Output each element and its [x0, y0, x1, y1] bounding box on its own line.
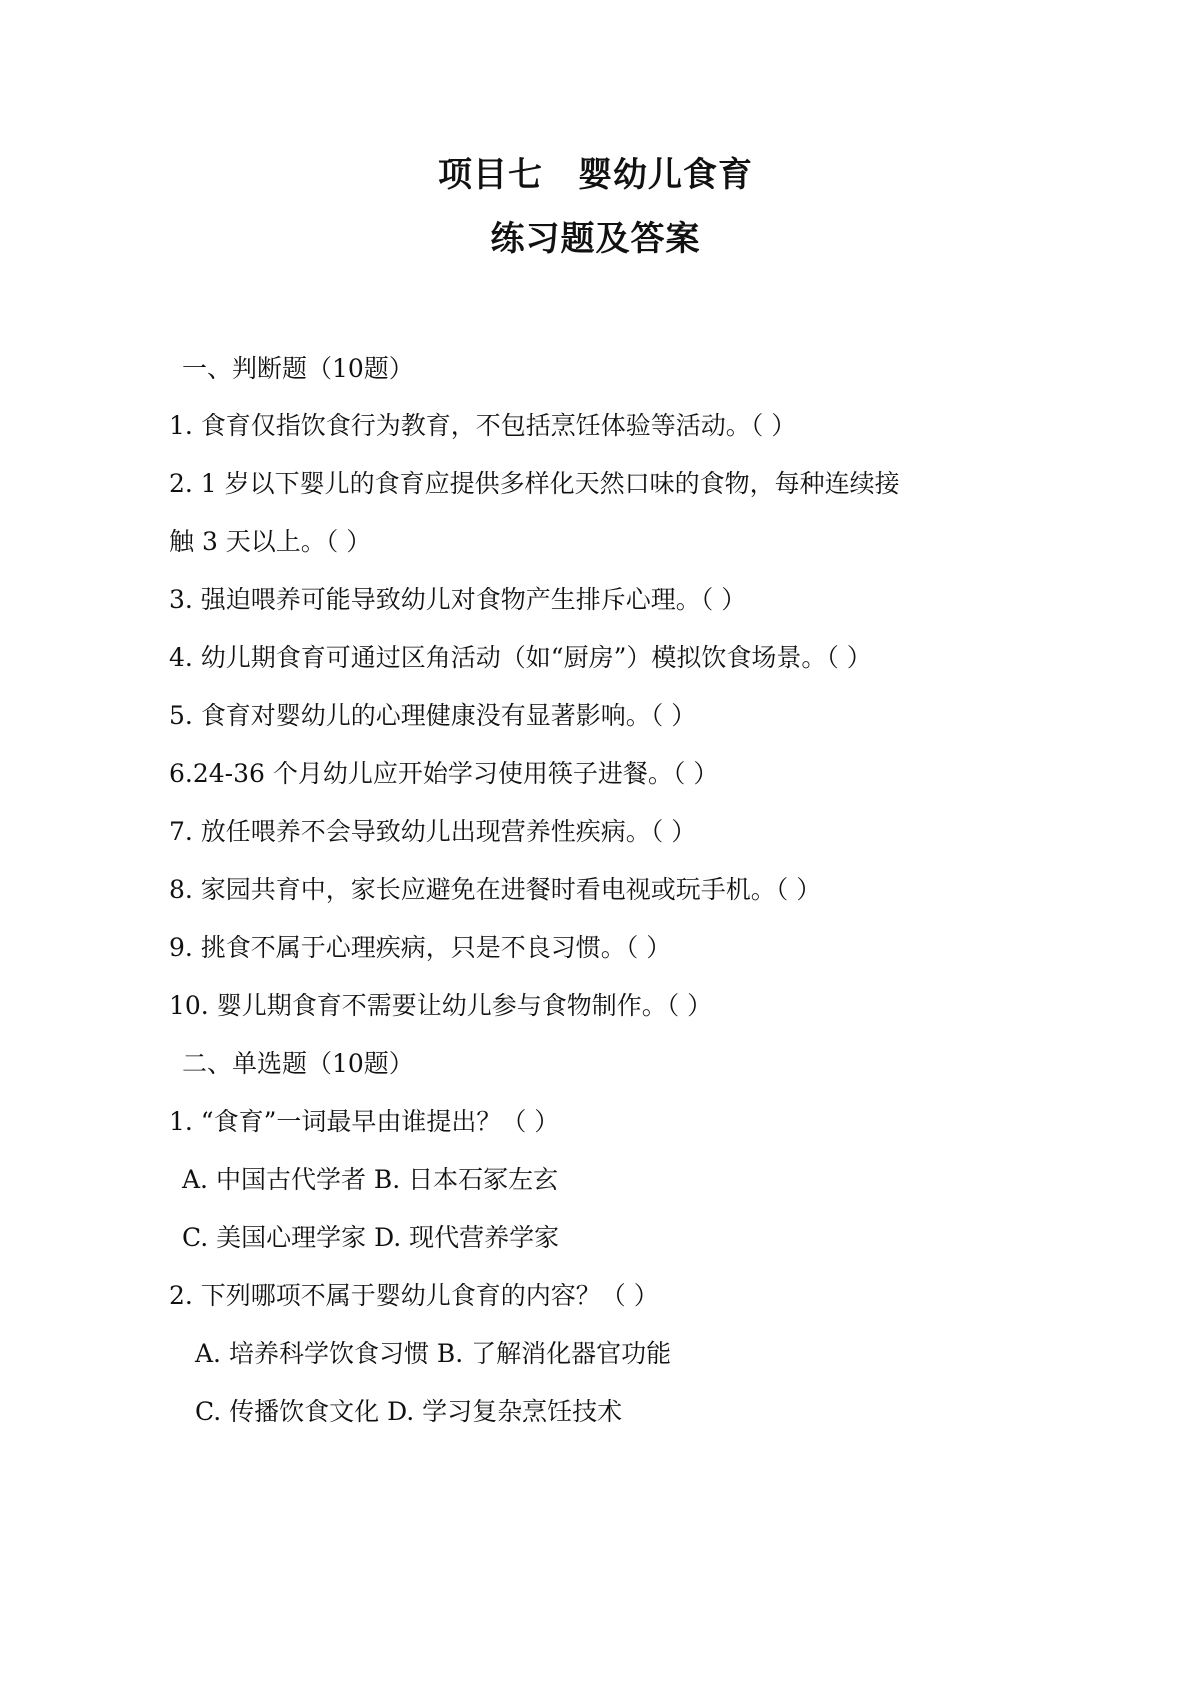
question-item-continuation: 触 3 天以上。（ ） [169, 527, 372, 556]
mcq-stem: 2. 下列哪项不属于婴幼儿食育的内容？（ ） [169, 1281, 659, 1310]
question-item: 4. 幼儿期食育可通过区角活动（如“厨房”）模拟饮食场景。（ ） [169, 643, 872, 672]
question-item: 6.24-36 个月幼儿应开始学习使用筷子进餐。（ ） [169, 759, 719, 788]
page-title: 项目七 婴幼儿食育 [438, 155, 753, 195]
section-heading-true-false: 一、判断题（10题） [182, 354, 414, 383]
question-item: 1. 食育仅指饮食行为教育，不包括烹饪体验等活动。（ ） [169, 411, 797, 440]
question-item: 2. 1 岁以下婴儿的食育应提供多样化天然口味的食物，每种连续接 [169, 469, 900, 498]
question-item: 7. 放任喂养不会导致幼儿出现营养性疾病。（ ） [169, 817, 697, 846]
mcq-stem: 1. “食育”一词最早由谁提出？（ ） [169, 1107, 560, 1136]
question-item: 5. 食育对婴幼儿的心理健康没有显著影响。（ ） [169, 701, 697, 730]
mcq-options: C. 美国心理学家 D. 现代营养学家 [182, 1223, 560, 1252]
question-item: 8. 家园共育中，家长应避免在进餐时看电视或玩手机。（ ） [169, 875, 822, 904]
question-item: 9. 挑食不属于心理疾病，只是不良习惯。（ ） [169, 933, 672, 962]
page-subtitle: 练习题及答案 [490, 219, 701, 259]
question-item: 3. 强迫喂养可能导致幼儿对食物产生排斥心理。（ ） [169, 585, 747, 614]
mcq-options: C. 传播饮食文化 D. 学习复杂烹饪技术 [195, 1397, 623, 1426]
section-heading-single-choice: 二、单选题（10题） [182, 1049, 414, 1078]
mcq-options: A. 中国古代学者 B. 日本石冢左玄 [182, 1165, 559, 1194]
mcq-options: A. 培养科学饮食习惯 B. 了解消化器官功能 [195, 1339, 672, 1368]
question-item: 10. 婴儿期食育不需要让幼儿参与食物制作。（ ） [169, 991, 713, 1020]
